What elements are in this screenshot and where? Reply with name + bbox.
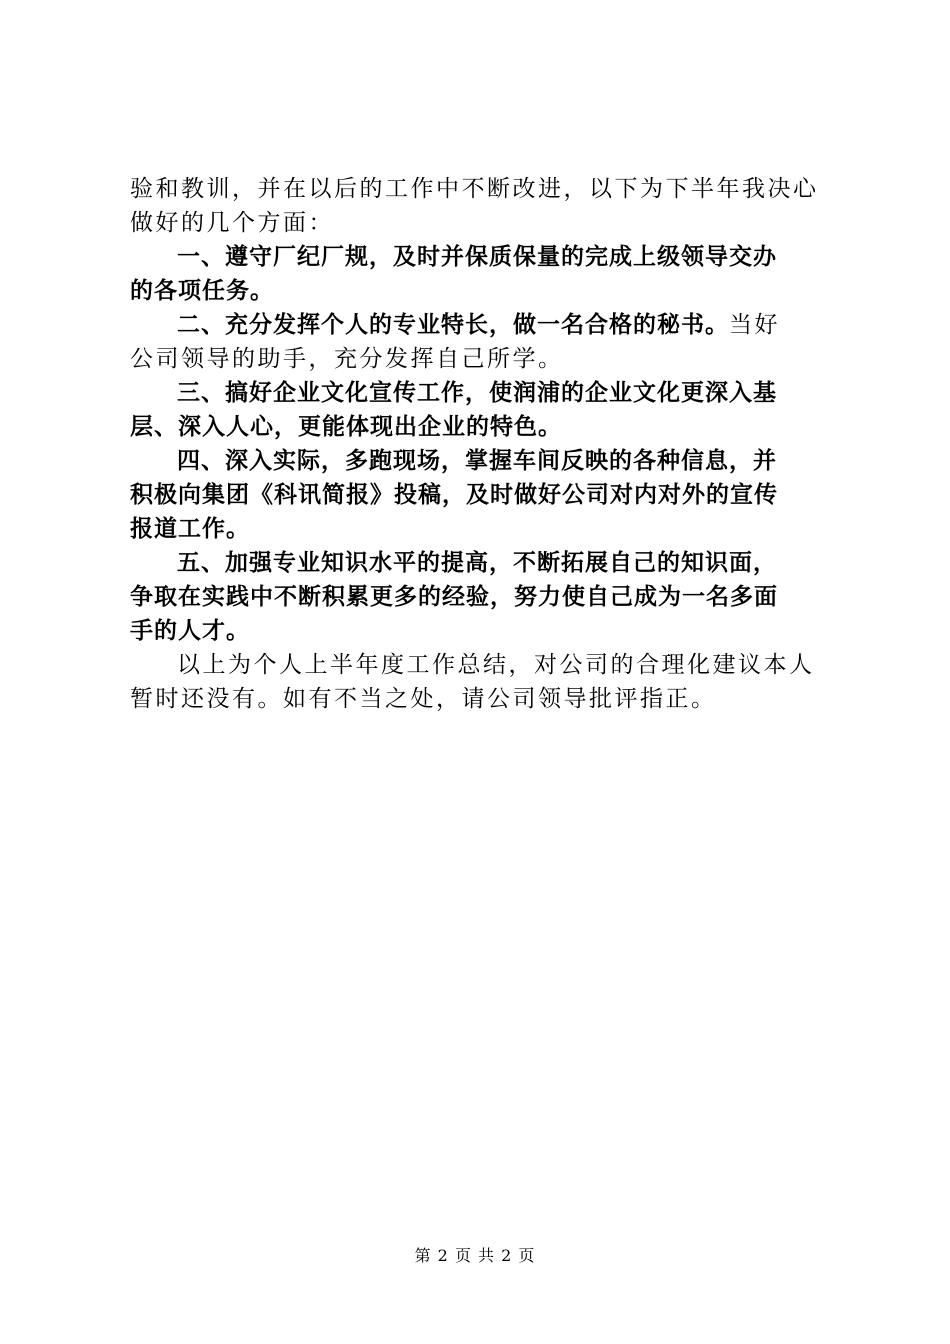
list-item-5-line: 手的人才。 — [130, 618, 250, 644]
list-item-4-line: 四、深入实际，多跑现场，掌握车间反映的各种信息，并 — [177, 448, 777, 474]
list-item-2-bold-text: 二、充分发挥个人的专业特长，做一名合格的秘书。 — [177, 312, 729, 338]
list-item-3-line: 三、搞好企业文化宣传工作，使润浦的企业文化更深入基 — [177, 380, 777, 406]
document-body — [130, 172, 830, 716]
closing-line: 以上为个人上半年度工作总结，对公司的合理化建议本人 — [177, 652, 815, 678]
list-item-3-line: 层、深入人心，更能体现出企业的特色。 — [130, 414, 562, 440]
list-item-2-line — [130, 308, 830, 342]
closing-line: 暂时还没有。如有不当之处，请公司领导批评指正。 — [130, 686, 717, 712]
list-item-5-line: 五、加强专业知识水平的提高，不断拓展自己的知识面， — [177, 550, 777, 576]
list-item-4-line: 报道工作。 — [130, 516, 250, 542]
list-item-5-line: 争取在实践中不断积累更多的经验，努力使自己成为一名多面 — [130, 584, 778, 610]
list-item-1-line: 一、遵守厂纪厂规，及时并保质保量的完成上级领导交办 — [177, 244, 777, 270]
list-item-4-line: 积极向集团《科讯简报》投稿，及时做好公司对内对外的宣传 — [130, 482, 778, 508]
list-item-1-line: 的各项任务。 — [130, 278, 274, 304]
page-number-footer: 第 2 页 共 2 页 — [414, 1246, 536, 1265]
list-item-2-regular-text: 当好 — [729, 312, 780, 338]
list-item-2-line: 公司领导的助手，充分发挥自己所学。 — [130, 346, 564, 372]
paragraph-line: 做好的几个方面： — [130, 210, 334, 236]
paragraph-line: 验和教训，并在以后的工作中不断改进，以下为下半年我决心 — [130, 176, 819, 202]
